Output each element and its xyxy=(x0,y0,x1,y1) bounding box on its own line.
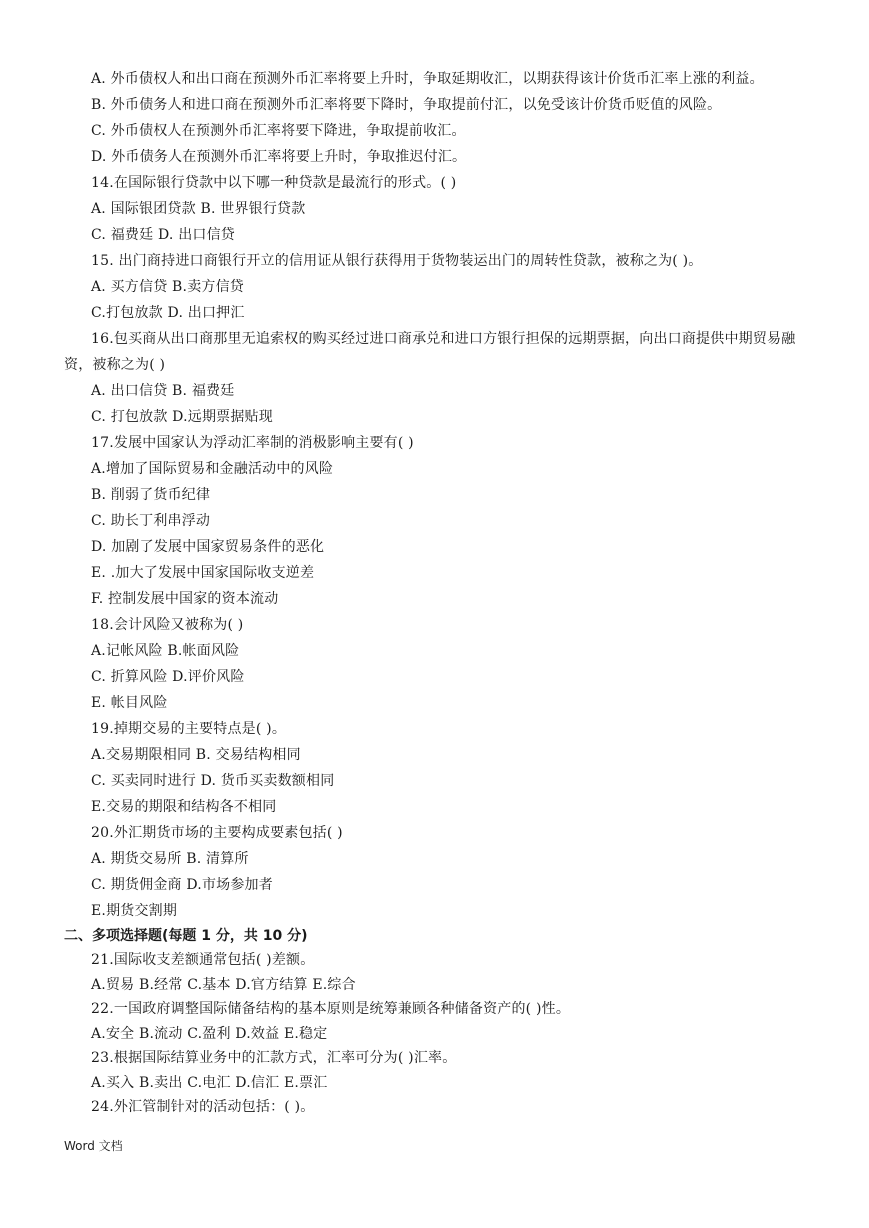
text-line: D. 外币债务人在预测外币汇率将要上升时，争取推迟付汇。 xyxy=(91,149,467,165)
text-line: C.打包放款 D. 出口押汇 xyxy=(91,305,245,321)
text-line: D. 加剧了发展中国家贸易条件的恶化 xyxy=(91,539,325,555)
text-line: C. 福费廷 D. 出口信贷 xyxy=(91,227,235,243)
text-line: A.记帐风险 B.帐面风险 xyxy=(91,643,240,659)
text-line: A.增加了国际贸易和金融活动中的风险 xyxy=(91,461,334,477)
question-14: 14.在国际银行贷款中以下哪一种贷款是最流行的形式。( ) xyxy=(91,175,457,191)
text-line: A.买入 B.卖出 C.电汇 D.信汇 E.票汇 xyxy=(91,1074,328,1091)
text-line: A. 国际银团贷款 B. 世界银行贷款 xyxy=(91,201,306,217)
text-line: E. .加大了发展中国家国际收支逆差 xyxy=(91,565,315,581)
text-line: A.贸易 B.经常 C.基本 D.官方结算 E.综合 xyxy=(91,976,356,993)
text-line: C. 买卖同时进行 D. 货币买卖数额相同 xyxy=(91,773,335,789)
text-line: A. 外币债权人和出口商在预测外币汇率将要上升时，争取延期收汇，以期获得该计价货币汇率上涨的利益。 xyxy=(91,71,764,87)
text-line: C. 折算风险 D.评价风险 xyxy=(91,669,245,685)
text-line: C. 助长丁利串浮动 xyxy=(91,513,211,529)
text-line: B. 外币债务人和进口商在预测外币汇率将要下降时，争取提前付汇，以免受该计价货币贬值的风险。 xyxy=(91,97,722,113)
question-18: 18.会计风险又被称为( ) xyxy=(91,617,244,633)
text-line: B. 削弱了货币纪律 xyxy=(91,487,211,503)
text-line: E. 帐目风险 xyxy=(91,695,168,711)
page-footer: Word 文档 xyxy=(64,1139,123,1153)
text-line: A.安全 B.流动 C.盈利 D.效益 E.稳定 xyxy=(91,1025,328,1042)
text-line: A. 买方信贷 B.卖方信贷 xyxy=(91,279,244,295)
text-line: C. 外币债权人在预测外币汇率将要下降进，争取提前收汇。 xyxy=(91,123,466,139)
question-21: 21.国际收支差额通常包括( )差额。 xyxy=(91,952,315,968)
text-line: E.交易的期限和结构各不相同 xyxy=(91,799,277,815)
question-22: 22.一国政府调整国际储备结构的基本原则是统筹兼顾各种储备资产的( )性。 xyxy=(91,1001,571,1017)
text-line: A.交易期限相同 B. 交易结构相同 xyxy=(91,747,301,763)
section-heading: 二、多项选择题(每题 1 分，共 10 分) xyxy=(64,928,308,944)
section-2-block xyxy=(64,948,809,1120)
text-line: C. 打包放款 D.远期票据贴现 xyxy=(91,409,273,425)
question-24: 24.外汇管制针对的活动包括：( )。 xyxy=(91,1099,315,1115)
document-body xyxy=(64,66,809,1120)
question-20: 20.外汇期货市场的主要构成要素包括( ) xyxy=(91,825,343,841)
text-line: A. 期货交易所 B. 清算所 xyxy=(91,851,249,867)
question-15: 15. 出门商持进口商银行开立的信用证从银行获得用于货物装运出门的周转性贷款，被称之为( )。 xyxy=(91,253,703,269)
text-line: A. 出口信贷 B. 福费廷 xyxy=(91,383,235,399)
question-23: 23.根据国际结算业务中的汇款方式，汇率可分为( )汇率。 xyxy=(91,1050,457,1066)
text-line: C. 期货佣金商 D.市场参加者 xyxy=(91,877,273,893)
question-19: 19.掉期交易的主要特点是( )。 xyxy=(91,721,287,737)
text-line: E.期货交割期 xyxy=(91,903,178,919)
text-line: F. 控制发展中国家的资本流动 xyxy=(91,591,279,607)
question-17: 17.发展中国家认为浮动汇率制的消极影响主要有( ) xyxy=(91,435,414,451)
question-16: 16.包买商从出口商那里无追索权的购买经过进口商承兑和进口方银行担保的远期票据，向出口商提供中期贸易融资，被称之为( ) xyxy=(64,331,796,373)
